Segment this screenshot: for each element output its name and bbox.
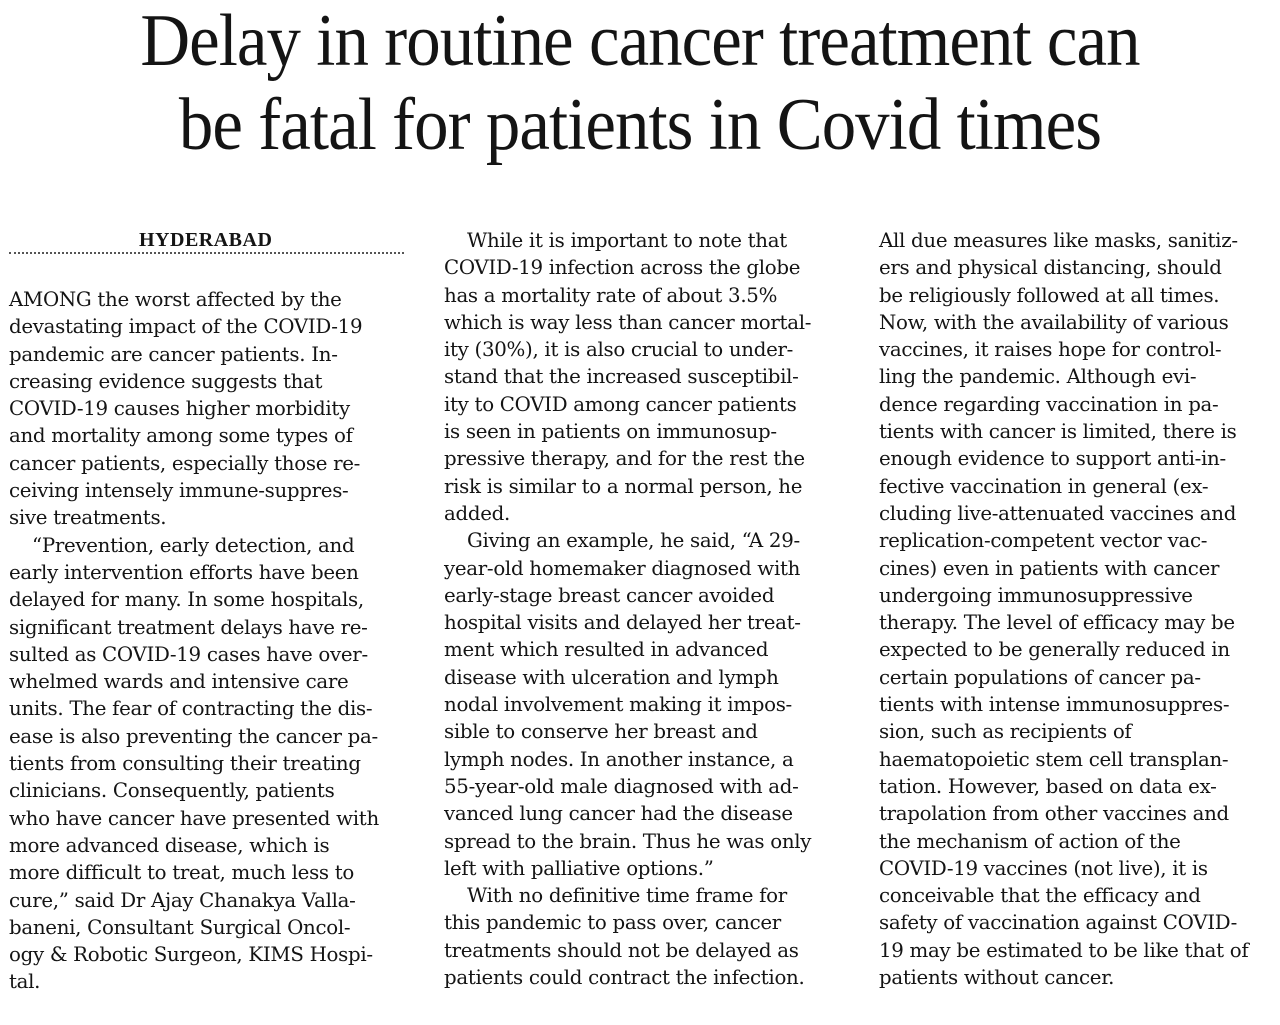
article-text-line: trapolation from other vaccines and [879,802,1229,826]
article-column-3 [879,227,1271,991]
article-text-line: clinicians. Consequently, patients [9,779,335,803]
article-text-line: lymph nodes. In another instance, a [444,747,794,771]
article-text-line: tal. [9,970,41,994]
article-text-line: tation. However, based on data ex- [879,774,1217,798]
article-text-line: ity (30%), it is also crucial to under- [444,338,794,362]
article-text-line: conceivable that the efficacy and [879,884,1201,908]
article-text-line: early-stage breast cancer avoided [444,583,775,607]
headline [45,0,1235,172]
article-text-line: pressive therapy, and for the rest the [444,447,805,471]
article-text-line: haematopoietic stem cell transplan- [879,747,1229,771]
article-column-1 [9,227,407,996]
article-text-line: sulted as COVID-19 cases have over- [9,642,368,666]
article-text-line: and mortality among some types of [9,424,353,448]
article-text-line: ling the pandemic. Although evi- [879,365,1197,389]
article-text-line: who have cancer have presented with [9,806,379,830]
article-text-line: tients with cancer is limited, there is [879,420,1237,444]
article-text-line: ity to COVID among cancer patients [444,392,797,416]
article-text-line: ment which resulted in advanced [444,638,769,662]
article-text-line: more advanced disease, which is [9,833,330,857]
article-text-line: spread to the brain. Thus he was only [444,829,812,853]
article-text-line: ogy & Robotic Surgeon, KIMS Hospi- [9,943,373,967]
article-text-line: tients from consulting their treating [9,752,361,776]
article-text-line: added. [444,501,510,525]
article-text-line: patients without cancer. [879,966,1115,990]
article-text-line: vanced lung cancer had the disease [444,802,793,826]
article-text-line: COVID-19 vaccines (not live), it is [879,856,1208,880]
article-text-line: All due measures like masks, sanitiz- [879,229,1238,252]
article-text-line: cancer patients, especially those re- [9,451,361,475]
article-text-line: risk is similar to a normal person, he [444,474,803,498]
article-text-line: hospital visits and delayed her treat- [444,611,801,635]
article-text-line: ers and physical distancing, should [879,256,1222,280]
article-text-line: which is way less than cancer mortal- [444,310,812,334]
article-text-line: tients with intense immunosuppres- [879,693,1230,717]
dateline: HYDERABAD [9,227,404,254]
article-text-line: “Prevention, early detection, and [32,533,355,557]
headline-line-2: be fatal for patients in Covid times [178,84,1102,166]
article-text-line: therapy. The level of efficacy may be [879,611,1235,635]
article-text-line: undergoing immunosuppressive [879,583,1193,607]
article-text-line: disease with ulceration and lymph [444,665,779,689]
article-text-line: COVID-19 infection across the globe [444,256,801,280]
article-text-line: sive treatments. [9,506,167,530]
article-text-line: Now, with the availability of various [879,310,1229,334]
article-text-line: replication-competent vector vac- [879,529,1208,553]
article-text-line: pandemic are cancer patients. In- [9,342,338,366]
article-text-line: sible to conserve her breast and [444,720,758,744]
article-text-line: vaccines, it raises hope for control- [879,338,1222,362]
article-text-line: AMONG the worst affected by the [9,288,342,311]
article-text-line: COVID-19 causes higher morbidity [9,397,350,421]
article-text-line: ceiving intensely immune-suppres- [9,479,349,503]
article-text-line: With no definitive time frame for [467,884,787,908]
article-text-line: treatments should not be delayed as [444,938,799,962]
article-text-line: creasing evidence suggests that [9,369,323,393]
article-text-line: dence regarding vaccination in pa- [879,392,1219,416]
article-text-line: cluding live-attenuated vaccines and [879,501,1237,525]
article-text-line: has a mortality rate of about 3.5% [444,283,778,307]
article-text-line: enough evidence to support anti-in- [879,447,1226,471]
article-text-line: patients could contract the infection. [444,966,805,990]
article-text-line: whelmed wards and intensive care [9,670,349,694]
article-text-line: fective vaccination in general (ex- [879,474,1209,498]
article-text-line: devastating impact of the COVID-19 [9,315,363,339]
article-text-line: While it is important to note that [467,229,787,252]
article-text-line: cines) even in patients with cancer [879,556,1220,580]
article-text-line: year-old homemaker diagnosed with [444,556,801,580]
article-text-line: delayed for many. In some hospitals, [9,588,364,612]
headline-line-1: Delay in routine cancer treatment can [140,0,1140,82]
article-text-line: early intervention efforts have been [9,560,359,584]
article-text-line: be religiously followed at all times. [879,283,1220,307]
article-text-line: cure,” said Dr Ajay Chanakya Valla- [9,888,356,912]
article-text-line: Giving an example, he said, “A 29- [467,529,800,553]
article-text-line: more difficult to treat, much less to [9,861,355,885]
article-text-line: is seen in patients on immunosup- [444,420,777,444]
article-text-line: nodal involvement making it impos- [444,693,792,717]
article-column-2 [444,227,840,991]
article-text-line: significant treatment delays have re- [9,615,368,639]
article-text-line: 19 may be estimated to be like that of [879,938,1249,962]
article-text-line: 55-year-old male diagnosed with ad- [444,774,799,798]
article-text-line: this pandemic to pass over, cancer [444,911,781,935]
article-text-line: safety of vaccination against COVID- [879,911,1238,935]
article-text-line: expected to be generally reduced in [879,638,1230,662]
article-text-line: sion, such as recipients of [879,720,1132,744]
article-text-line: left with palliative options.” [444,856,714,880]
article-text-line: stand that the increased susceptibil- [444,365,799,389]
article-text-line: the mechanism of action of the [879,829,1181,853]
article-text-line: baneni, Consultant Surgical Oncol- [9,915,351,939]
article-text-line: certain populations of cancer pa- [879,665,1201,689]
article-text-line: ease is also preventing the cancer pa- [9,724,378,748]
article-text-line: units. The fear of contracting the dis- [9,697,373,721]
